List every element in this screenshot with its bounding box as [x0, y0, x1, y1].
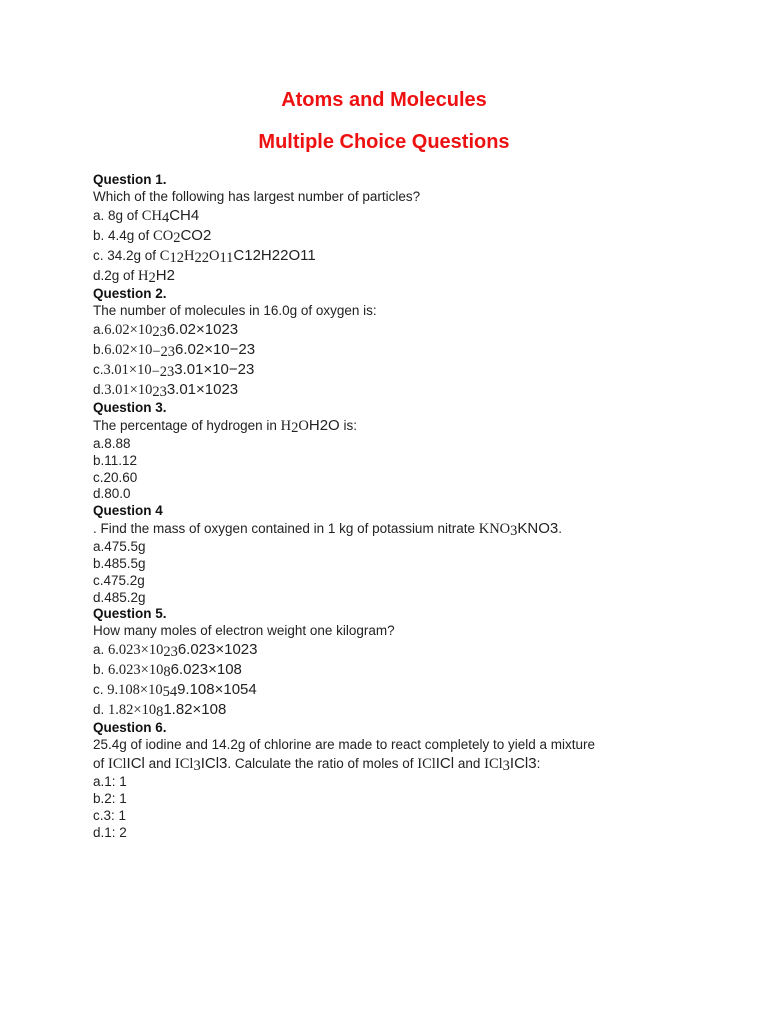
- question-3-option-a: a.8.88: [93, 436, 131, 451]
- question-list: [93, 172, 733, 842]
- question-4-option-b: b.485.5g: [93, 555, 146, 571]
- question-4-option-a: a.475.5g: [93, 539, 146, 555]
- question-1-option-d: d.2g of $H_2H2$: [93, 267, 175, 286]
- question-5-text: How many moles of electron weight one kilogram?: [93, 623, 395, 639]
- question-3-text: The percentage of hydrogen in $H_2OH2O$ is:: [93, 417, 357, 436]
- question-5-option-d: d. $1.82\times 10^81.82\times 108$: [93, 701, 227, 721]
- question-1-option-c: c. 34.2g of $C_{12}H_{22}O_{11}C12H22O11$: [93, 247, 316, 266]
- question-2-option-a: $a.6.02\times 10^{23}6.02\times 1023$: [93, 321, 239, 340]
- page-title: Atoms and Molecules: [281, 89, 487, 111]
- question-5-heading: Question 5.: [93, 606, 167, 622]
- question-6-text-line-2: of IClICl and ICl$_3$ICl3. Calculate the ratio of moles of IClICl and ICl$_3$ICl3:: [93, 755, 541, 775]
- question-5-option-c: c. $9.108\times 10^{54}9.108\times 1054$: [93, 681, 257, 701]
- question-3-heading: Question 3.: [93, 400, 167, 415]
- question-4-heading: Question 4: [93, 503, 163, 519]
- question-4-option-c: c.475.2g: [93, 572, 145, 588]
- question-4-option-d: d.485.2g: [93, 589, 146, 605]
- question-6-heading: Question 6.: [93, 720, 167, 736]
- question-6-text-line-1: 25.4g of iodine and 14.2g of chlorine are made to react completely to yield a mixture: [93, 737, 596, 753]
- question-6-option-b: b.2: 1: [93, 791, 127, 807]
- question-2-heading: Question 2.: [93, 286, 167, 301]
- question-6-option-a: a.1: 1: [93, 774, 127, 790]
- question-4-text: . Find the mass of oxygen contained in 1 kg of potassium nitrate $KNO_3KNO3$.: [93, 520, 563, 540]
- question-2-option-c: $c.3.01\times 10^{-23}3.01\times 10-23$: [93, 361, 255, 380]
- question-3-option-c: c.20.60: [93, 469, 138, 485]
- question-1-heading: Question 1.: [93, 172, 167, 187]
- question-2-text: The number of molecules in 16.0g of oxygen is:: [93, 303, 377, 318]
- question-2-option-d: $d.3.01\times 10^{23}3.01\times 1023$: [93, 381, 239, 400]
- question-6-option-c: c.3: 1: [93, 807, 127, 823]
- question-3-option-b: b.11.12: [93, 452, 138, 468]
- page-subtitle: Multiple Choice Questions: [258, 131, 510, 153]
- question-2-option-b: $b.6.02\times 10^{-23}6.02\times 10-23$: [93, 341, 256, 360]
- question-3-option-d: d.80.0: [93, 486, 131, 502]
- question-1-option-a: a. 8g of $CH_4CH4$: [93, 207, 200, 226]
- question-1-text: Which of the following has largest number of particles?: [93, 189, 421, 204]
- question-1-option-b: b. 4.4g of $CO_2CO2$: [93, 227, 212, 246]
- question-5-option-b: b. $6.023\times 10^86.023\times 108$: [93, 661, 242, 681]
- question-5-option-a: a. $6.023\times 10^{23}6.023\times 1023$: [93, 641, 258, 661]
- question-6-option-d: d.1: 2: [93, 824, 127, 840]
